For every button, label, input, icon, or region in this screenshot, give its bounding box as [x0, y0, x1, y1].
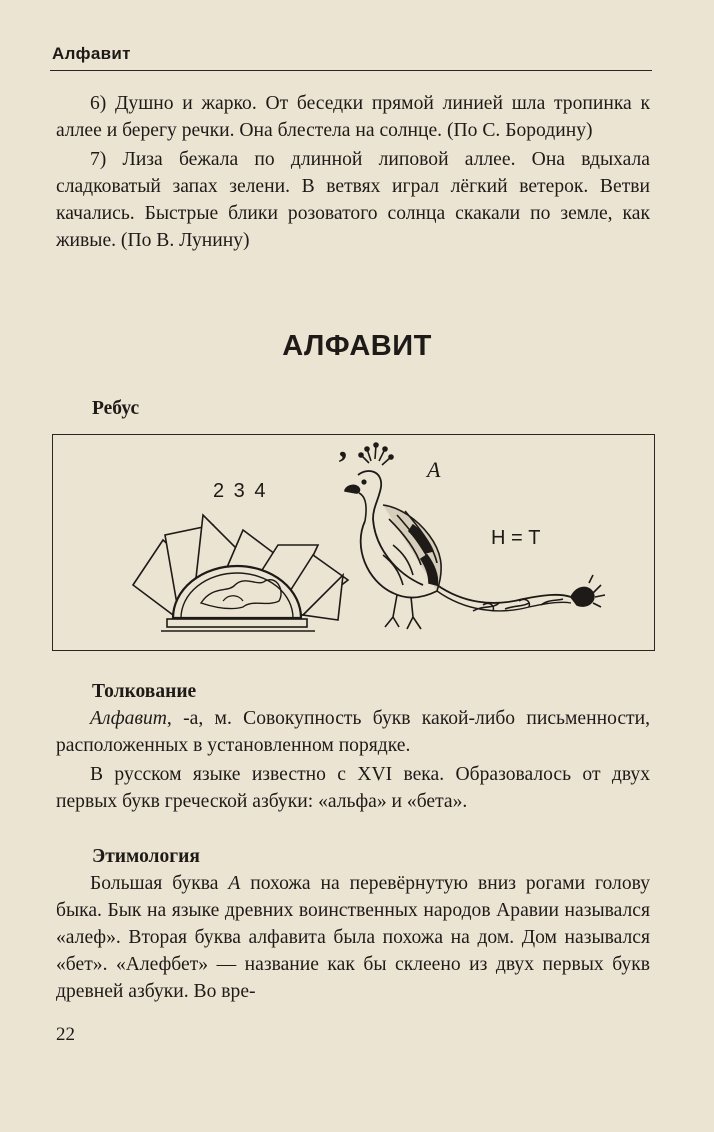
- paragraph-6: 6) Душно и жарко. От беседки прямой линией шла тропинка к аллее и берегу речки. Она блестела на солнце. (По С. Бородину): [56, 93, 650, 141]
- running-head: Алфавит: [52, 44, 131, 63]
- rebus-letter: А: [427, 457, 441, 482]
- definition-rest: , -а, м. Совокупность букв какой-либо письменности, расположенных в установленном порядке.: [56, 708, 650, 756]
- etymology-text: [56, 870, 650, 1005]
- etymology-letter: А: [228, 873, 241, 894]
- rebus-equation: Н = Т: [491, 527, 541, 549]
- etymology-paragraph: [56, 870, 650, 1005]
- etymology-heading: Этимология: [92, 846, 200, 867]
- interpretation-text: [56, 705, 650, 815]
- definition-paragraph: [56, 705, 650, 759]
- rebus-digits: 2 3 4: [213, 480, 268, 502]
- rebus-box: [52, 434, 655, 651]
- interpretation-heading: Толкование: [92, 681, 197, 702]
- page-number: 22: [56, 1024, 75, 1045]
- etymology-text-start: Большая буква: [90, 873, 229, 894]
- header-rule: [50, 70, 652, 71]
- term: Алфавит: [90, 708, 167, 729]
- etymology-text-end: похожа на перевёрнутую вниз рогами голову быка. Бык на языке древних воинственных народов Аравии назывался «алеф». Вторая буква алфавита была похожа на дом. Дом назывался «бет». «Алефбет» — название как бы склеено из двух первых букв древней азбуки. Во вре-: [56, 873, 651, 1002]
- rebus-comma: ’: [337, 445, 349, 482]
- intro-text: [56, 90, 650, 254]
- history-paragraph: В русском языке известно с XVI века. Образовалось от двух первых букв греческой азбуки: «альфа» и «бета».: [56, 764, 650, 812]
- peacock-icon: [345, 443, 605, 629]
- rebus-heading: Ребус: [92, 398, 140, 419]
- chapter-title: АЛФАВИТ: [282, 330, 432, 362]
- rebus-illustration: [53, 435, 653, 649]
- paragraph-7: 7) Лиза бежала по длинной липовой аллее. Она вдыхала сладковатый запах зелени. В ветвях играл лёгкий ветерок. Ветви качались. Быстрые блики розоватого солнца скакали по земле, как живые. (По В. Лунину): [56, 149, 650, 251]
